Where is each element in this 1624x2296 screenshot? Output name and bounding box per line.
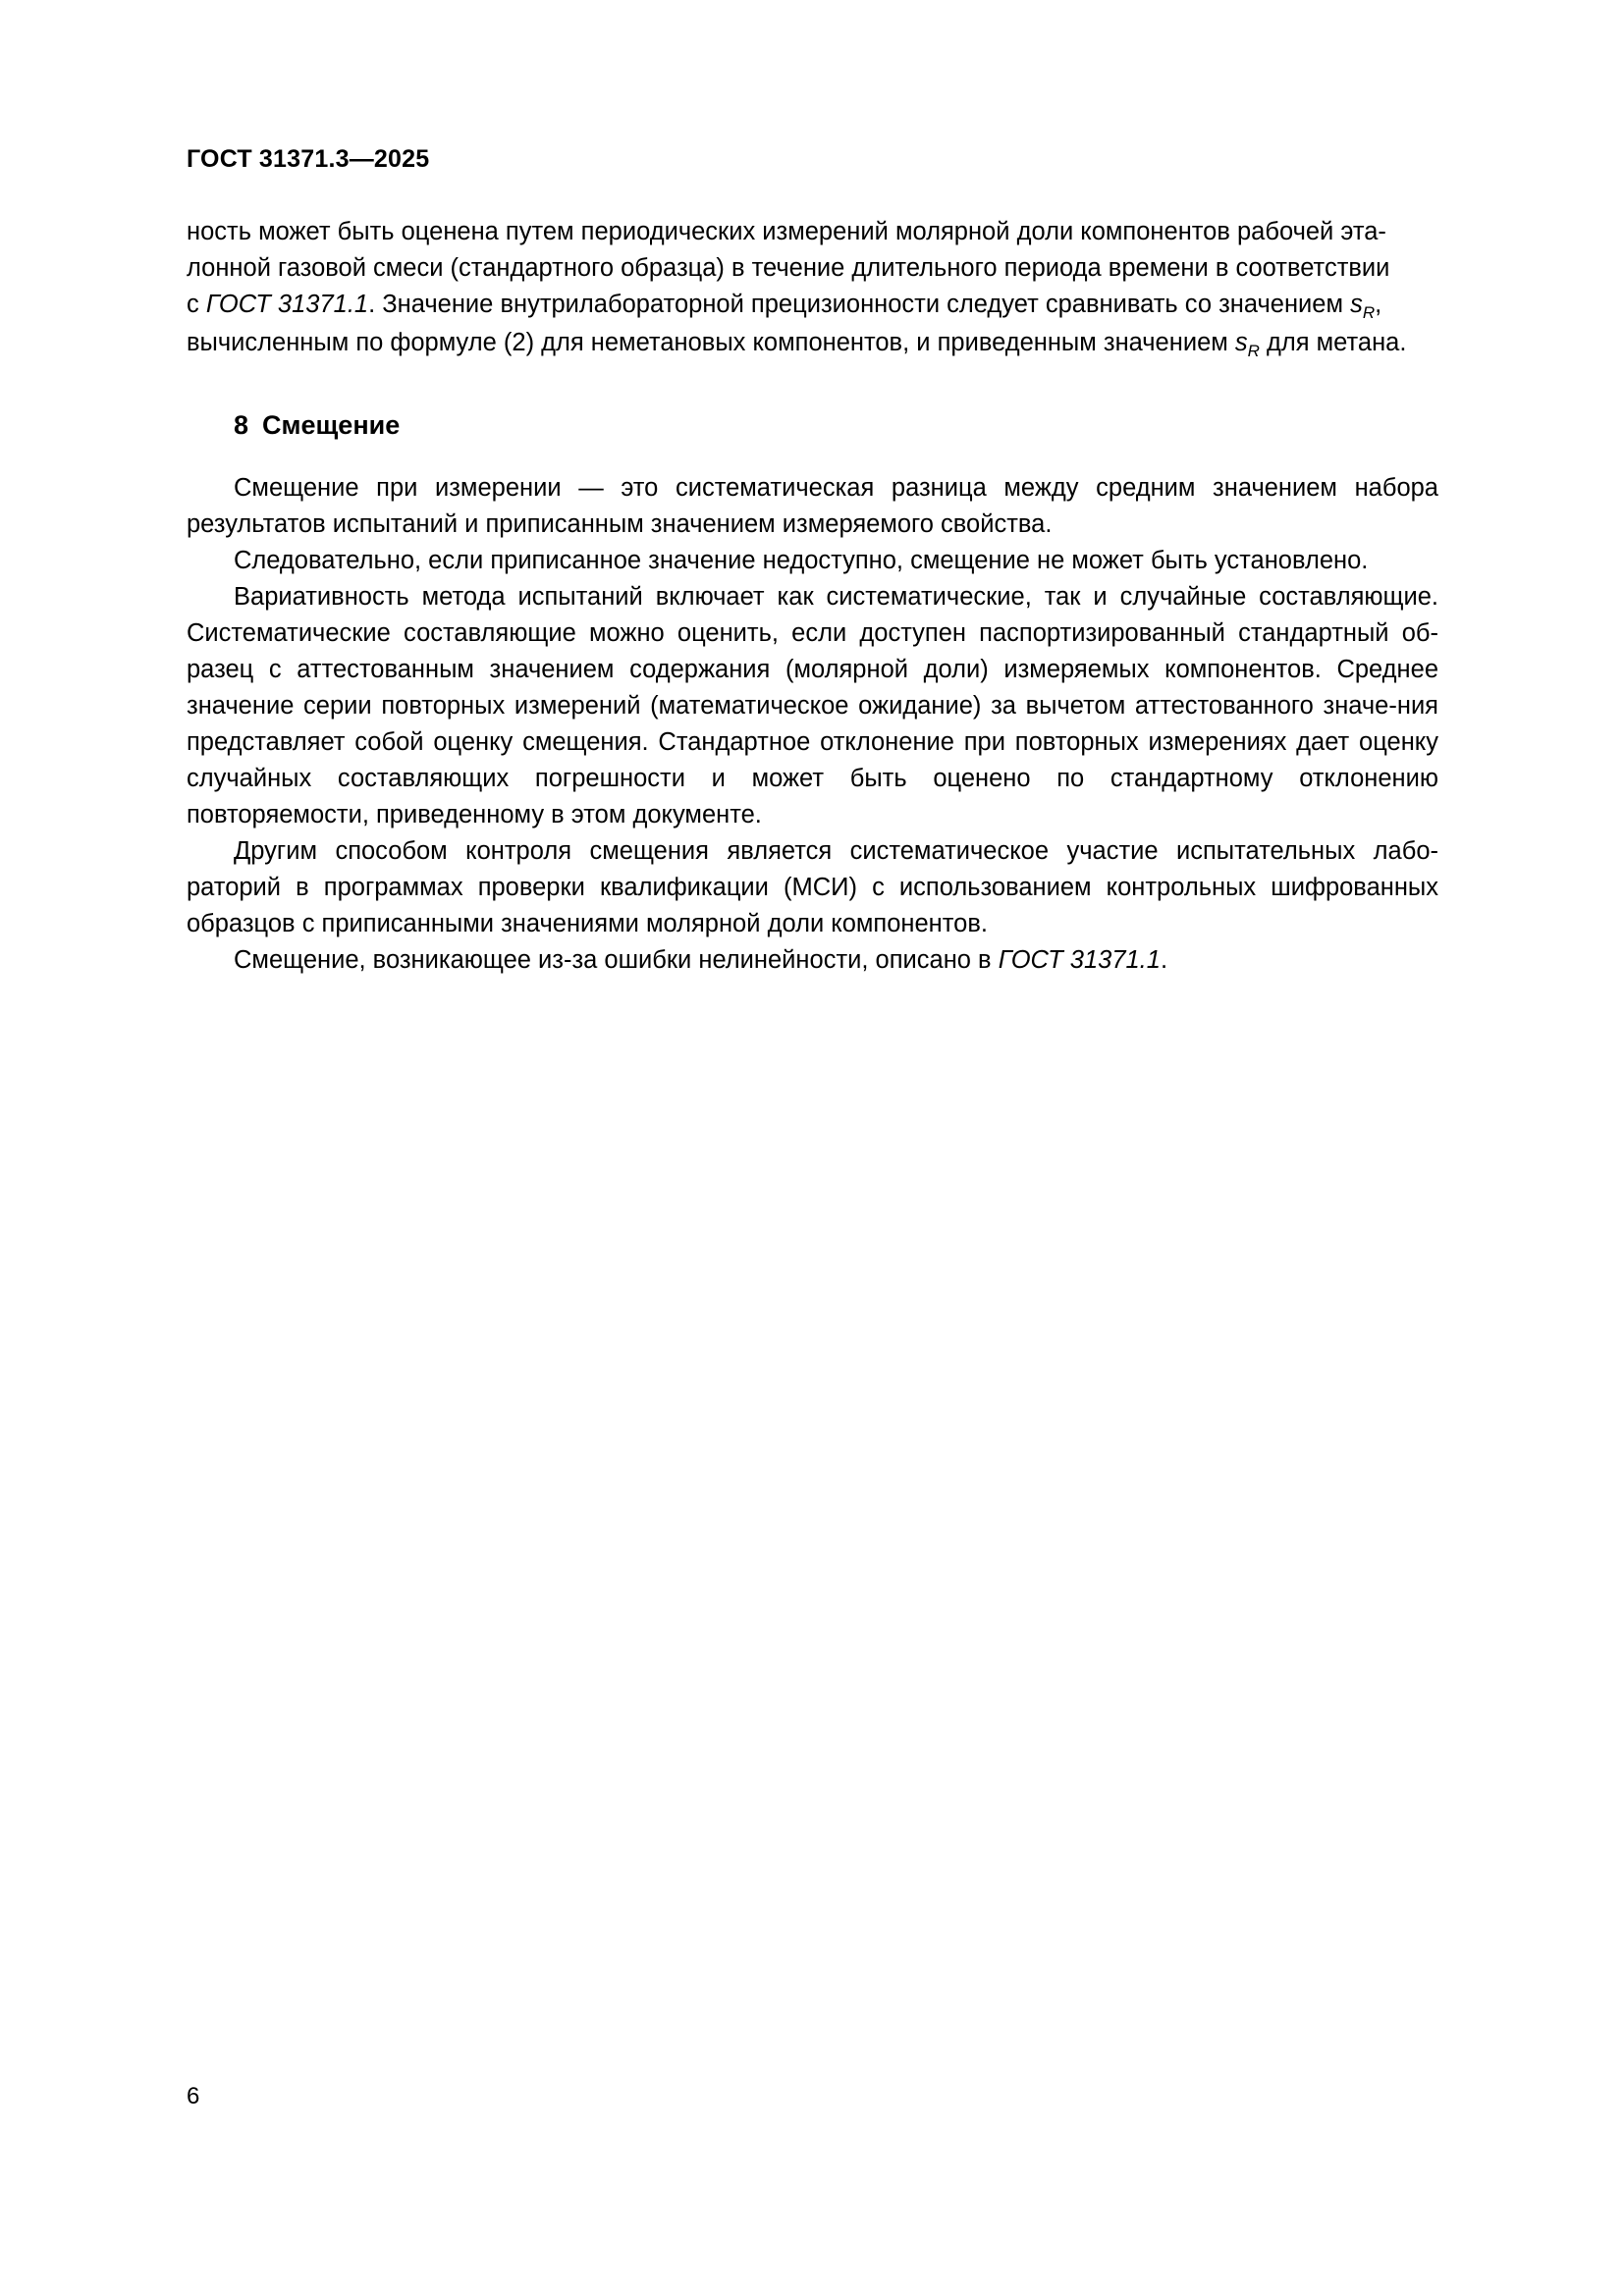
final-paragraph-part1: Смещение, возникающее из-за ошибки нелинейности, описано в: [234, 946, 999, 974]
lead-line-4-part1: вычисленным по формуле (2) для неметановых компонентов, и приведенным значением: [187, 329, 1235, 356]
section-paragraph-1: Смещение при измерении — это систематическая разница между средним значением набора результатов испытаний и приписанным значением измеряемого свойства.: [187, 474, 1438, 538]
document-header: ГОСТ 31371.3—2025: [187, 145, 430, 173]
standard-reference-2: ГОСТ 31371.1: [998, 946, 1161, 974]
section-paragraph-2: Следовательно, если приписанное значение недоступно, смещение не может быть установлено.: [234, 547, 1369, 574]
lead-line-1: ность может быть оценена путем периодических измерений молярной доли компонентов рабочей эта-: [187, 218, 1386, 245]
page-number: 6: [187, 2083, 200, 2109]
lead-line-3-part3: ,: [1375, 291, 1382, 318]
lead-line-4-part2: для метана.: [1259, 329, 1407, 356]
symbol-s-r: $s_R$: [1350, 291, 1376, 322]
lead-paragraph-block: [187, 214, 1438, 363]
final-paragraph-part2: .: [1160, 946, 1168, 974]
lead-line-3: [187, 287, 1438, 325]
section-paragraph-3: Вариативность метода испытаний включает как систематические, так и случайные составляющие. Систематические составляющие можно оценить, если доступен паспортизированный стандартный об-разец с аттестованным значением содержания (молярной доли) измеряемых компонентов. Среднее значение серии повторных измерений (математическое ожидание) за вычетом аттестованного значе-ния представляет собой оценку смещения. Стандартное отклонение при повторных измерениях дает оценку случайных составляющих погрешности и может быть оценено по стандартному отклонению повторяемости, приведенному в этом документе.: [187, 583, 1438, 828]
section-number: 8: [234, 410, 249, 440]
lead-line-3-part1: с: [187, 291, 206, 318]
lead-line-3-part2: . Значение внутрилабораторной прецизионности следует сравнивать со значением: [368, 291, 1351, 318]
document-body: [187, 214, 1438, 979]
section-title: Смещение: [262, 410, 401, 440]
lead-line-4: [187, 325, 1438, 363]
symbol-s-r-2: $s_R$: [1234, 329, 1260, 360]
section-paragraph-5: [187, 942, 1438, 979]
section-paragraph-4: Другим способом контроля смещения является систематическое участие испытательных лабо-раторий в программах проверки квалификации (МСИ) с использованием контрольных шифрованных образцов с приписанными значениями молярной доли компонентов.: [187, 837, 1438, 937]
section-heading: [234, 410, 1438, 441]
standard-reference: ГОСТ 31371.1: [205, 291, 369, 318]
lead-line-2: лонной газовой смеси (стандартного образца) в течение длительного периода времени в соответствии: [187, 254, 1390, 282]
